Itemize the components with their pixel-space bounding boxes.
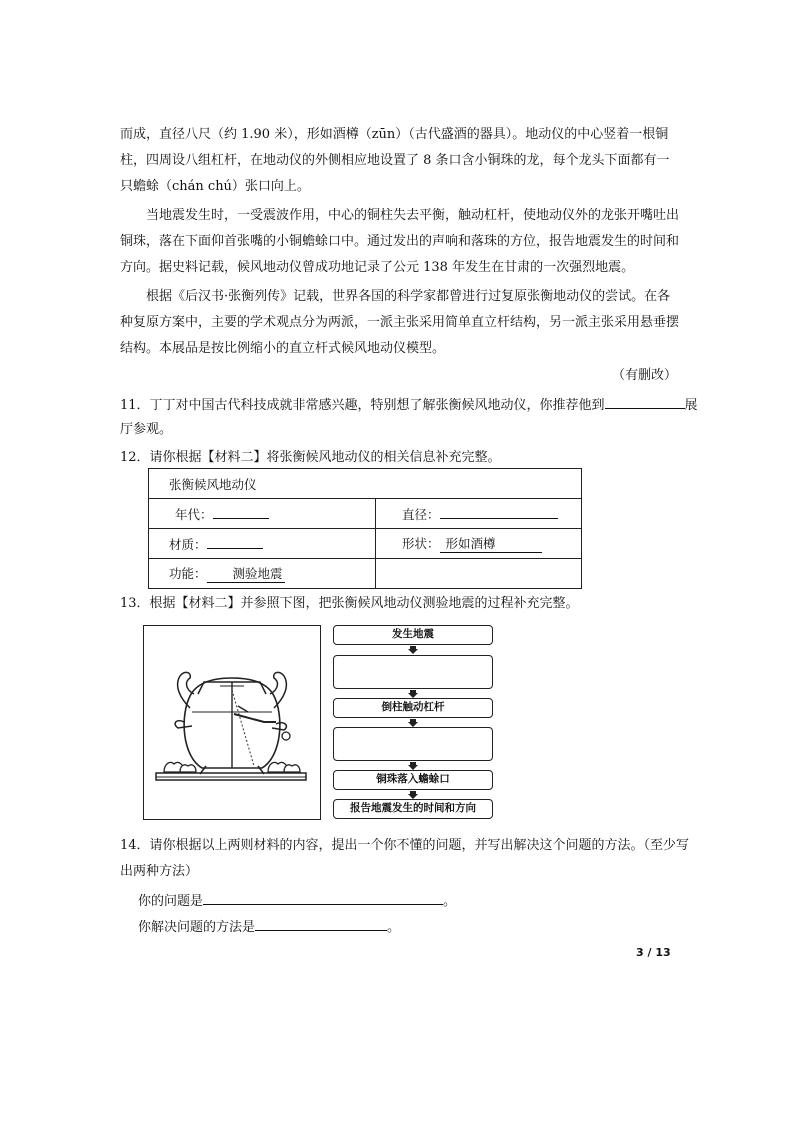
your-question-blank[interactable] bbox=[203, 890, 443, 905]
your-method-end: 。 bbox=[387, 920, 401, 935]
arrow-down-icon bbox=[408, 719, 418, 727]
shape-label: 形状： bbox=[402, 536, 440, 551]
table-title: 张衡候风地动仪 bbox=[149, 469, 582, 499]
seismograph-drawing bbox=[144, 626, 320, 819]
flow-step-earthquake: 发生地震 bbox=[333, 625, 493, 645]
era-label: 年代： bbox=[175, 507, 213, 522]
diameter-cell bbox=[376, 499, 582, 529]
your-method-label: 你解决问题的方法是 bbox=[138, 920, 256, 935]
arrow-down-icon bbox=[408, 690, 418, 698]
era-cell bbox=[149, 499, 376, 529]
empty-cell bbox=[376, 559, 582, 589]
seismograph-illustration bbox=[143, 625, 321, 820]
seismograph-info-table bbox=[148, 468, 582, 589]
page-number: 3 / 13 bbox=[636, 946, 671, 959]
exhibition-hall-blank[interactable] bbox=[605, 394, 685, 409]
function-label: 功能： bbox=[169, 566, 207, 581]
diameter-label: 直径： bbox=[402, 507, 440, 522]
your-question-line bbox=[138, 890, 456, 912]
flow-step-lever: 倒柱触动杠杆 bbox=[333, 698, 493, 718]
function-value: 测验地震 bbox=[207, 564, 285, 583]
arrow-down-icon bbox=[408, 791, 418, 799]
question-11-after: 展 bbox=[684, 398, 698, 413]
material-label: 材质： bbox=[169, 537, 207, 552]
question-13: 13．根据【材料二】并参照下图，把张衡候风地动仪测验地震的过程补充完整。 bbox=[120, 596, 579, 611]
function-cell bbox=[149, 559, 376, 589]
flow-step-blank-2[interactable] bbox=[333, 727, 493, 761]
era-blank[interactable] bbox=[213, 504, 269, 519]
shape-value: 形如酒樽 bbox=[440, 534, 542, 553]
shape-cell bbox=[376, 529, 582, 559]
arrow-down-icon bbox=[408, 646, 418, 654]
your-question-label: 你的问题是 bbox=[138, 894, 204, 909]
passage-paragraph-1: 而成，直径八尺（约 1.90 米），形如酒樽（zūn）（古代盛酒的器具）。地动仪的中心竖着一根铜柱，四周设八组杠杆，在地动仪的外侧相应地设置了 8 条口含小铜珠的龙，每个龙头下面都有一只蟾蜍（chán chú）张口向上。 bbox=[120, 127, 670, 194]
diameter-blank[interactable] bbox=[440, 504, 558, 519]
passage-paragraph-2: 当地震发生时，一受震波作用，中心的铜柱失去平衡，触动杠杆，使地动仪外的龙张开嘴吐出铜珠，落在下面仰首张嘴的小铜蟾蜍口中。通过发出的声响和落珠的方位，报告地震发生的时间和方向。据史料记载，候风地动仪曾成功地记录了公元 138 年发生在甘肃的一次强烈地震。 bbox=[120, 208, 680, 275]
arrow-down-icon bbox=[408, 762, 418, 770]
flow-step-ball-drops: 铜珠落入蟾蜍口 bbox=[333, 770, 493, 790]
material-blank[interactable] bbox=[207, 534, 263, 549]
question-12: 12．请你根据【材料二】将张衡候风地动仪的相关信息补充完整。 bbox=[120, 450, 501, 465]
process-flowchart bbox=[330, 625, 500, 820]
your-question-end: 。 bbox=[443, 894, 457, 909]
question-11-text: 11．丁丁对中国古代科技成就非常感兴趣，特别想了解张衡候风地动仪，你推荐他到 bbox=[120, 398, 605, 413]
question-11-line-2: 厅参观。 bbox=[120, 422, 173, 437]
flow-step-blank-1[interactable] bbox=[333, 655, 493, 689]
question-14-line-2: 出两种方法） bbox=[120, 864, 199, 879]
your-method-line bbox=[138, 916, 400, 938]
question-11 bbox=[120, 394, 698, 416]
flow-step-report: 报告地震发生的时间和方向 bbox=[333, 799, 493, 819]
passage-paragraph-3: 根据《后汉书·张衡列传》记载，世界各国的科学家都曾进行过复原张衡地动仪的尝试。在各种复原方案中，主要的学术观点分为两派，一派主张采用简单直立杆结构，另一派主张采用悬垂摆结构。本展品是按比例缩小的直立杆式候风地动仪模型。 bbox=[120, 289, 680, 356]
your-method-blank[interactable] bbox=[255, 916, 387, 931]
material-cell bbox=[149, 529, 376, 559]
source-note: （有删改） bbox=[612, 368, 678, 383]
question-14: 14．请你根据以上两则材料的内容，提出一个你不懂的问题，并写出解决这个问题的方法。（至少写 bbox=[120, 838, 690, 853]
